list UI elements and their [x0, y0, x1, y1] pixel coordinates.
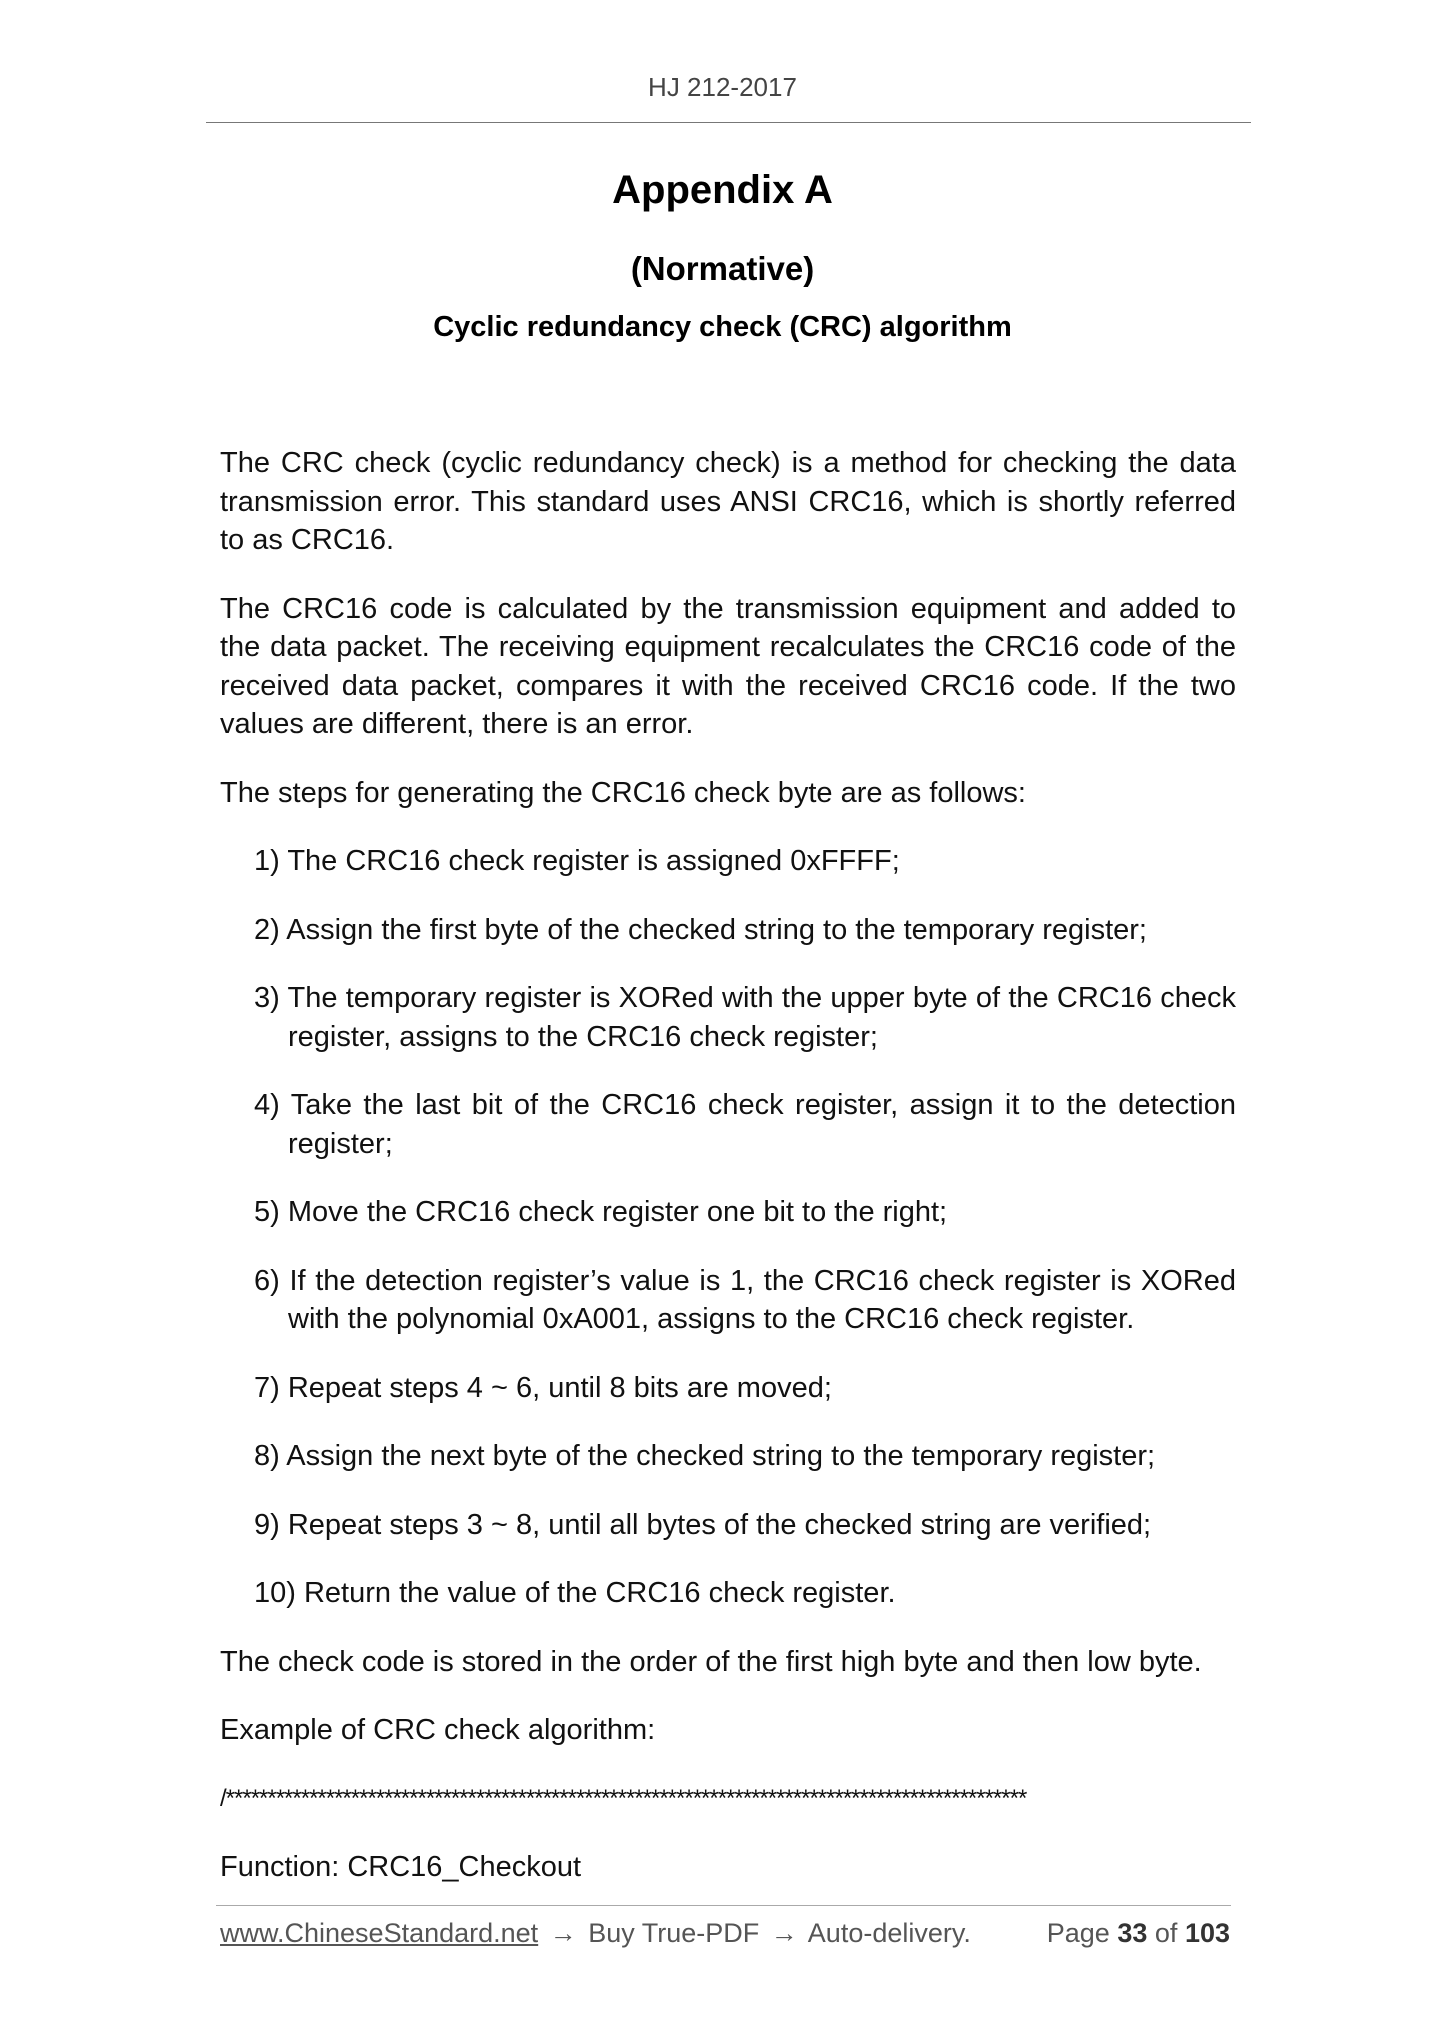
paragraph-steps-intro: The steps for generating the CRC16 check byte are as follows:	[220, 776, 1026, 809]
step-item: 10) Return the value of the CRC16 check register.	[254, 1577, 896, 1609]
paragraph-byte-order: The check code is stored in the order of the first high byte and then low byte.	[220, 1645, 1202, 1678]
header-divider	[206, 122, 1251, 123]
of-label: of	[1154, 1918, 1178, 1948]
arrow-right-icon: →	[549, 1918, 577, 1948]
paragraph-calculation: The CRC16 code is calculated by the transmission equipment and added to the data packet. The receiving equipment recalculates the CRC16 code of the received data packet, compares it with the received CRC16 code. If the two values are different, there is an error.	[220, 592, 1236, 740]
buy-text: Buy True-PDF	[588, 1918, 760, 1948]
step-item: 4) Take the last bit of the CRC16 check register, assign it to the detection register;	[254, 1089, 1236, 1160]
step-item: 9) Repeat steps 3 ~ 8, until all bytes of the checked string are verified;	[254, 1508, 1152, 1541]
step-item: 1) The CRC16 check register is assigned 0xFFFF;	[254, 845, 900, 877]
footer-divider	[216, 1905, 1231, 1906]
document-number-header: HJ 212-2017	[648, 72, 797, 102]
site-link[interactable]: www.ChineseStandard.net	[220, 1918, 539, 1948]
step-item: 6) If the detection register’s value is 1, the CRC16 check register is XORed with the polynomial 0xA001, assigns to the CRC16 check register.	[254, 1264, 1236, 1335]
paragraph-example-intro: Example of CRC check algorithm:	[220, 1714, 656, 1746]
step-item: 3) The temporary register is XORed with the upper byte of the CRC16 check register, assigns to the CRC16 check register;	[254, 982, 1236, 1053]
appendix-title: Appendix A	[612, 168, 833, 212]
paragraph-intro: The CRC check (cyclic redundancy check) is a method for checking the data transmission error. This standard uses ANSI CRC16, which is shortly referred to as CRC16.	[220, 447, 1236, 556]
function-line: Function: CRC16_Checkout	[220, 1851, 582, 1883]
step-item: 5) Move the CRC16 check register one bit to the right;	[254, 1196, 948, 1228]
footer-promo	[220, 1918, 971, 1949]
code-comment-line: /************************************************************************************************	[220, 1784, 1027, 1812]
section-heading: Cyclic redundancy check (CRC) algorithm	[433, 311, 1012, 343]
page-footer	[220, 1918, 1230, 1958]
page-number: 33	[1117, 1918, 1148, 1948]
appendix-subtitle: (Normative)	[630, 250, 815, 287]
page-counter	[1047, 1918, 1230, 1949]
steps-list	[220, 842, 1236, 1613]
step-item: 2) Assign the first byte of the checked string to the temporary register;	[254, 913, 1147, 946]
delivery-text: Auto-delivery.	[807, 1918, 971, 1948]
arrow-right-icon: →	[770, 1918, 798, 1948]
total-pages: 103	[1184, 1918, 1230, 1948]
step-item: 8) Assign the next byte of the checked string to the temporary register;	[254, 1440, 1156, 1472]
step-item: 7) Repeat steps 4 ~ 6, until 8 bits are moved;	[254, 1371, 832, 1404]
document-body	[220, 444, 1236, 1917]
page-label: Page	[1046, 1918, 1110, 1948]
